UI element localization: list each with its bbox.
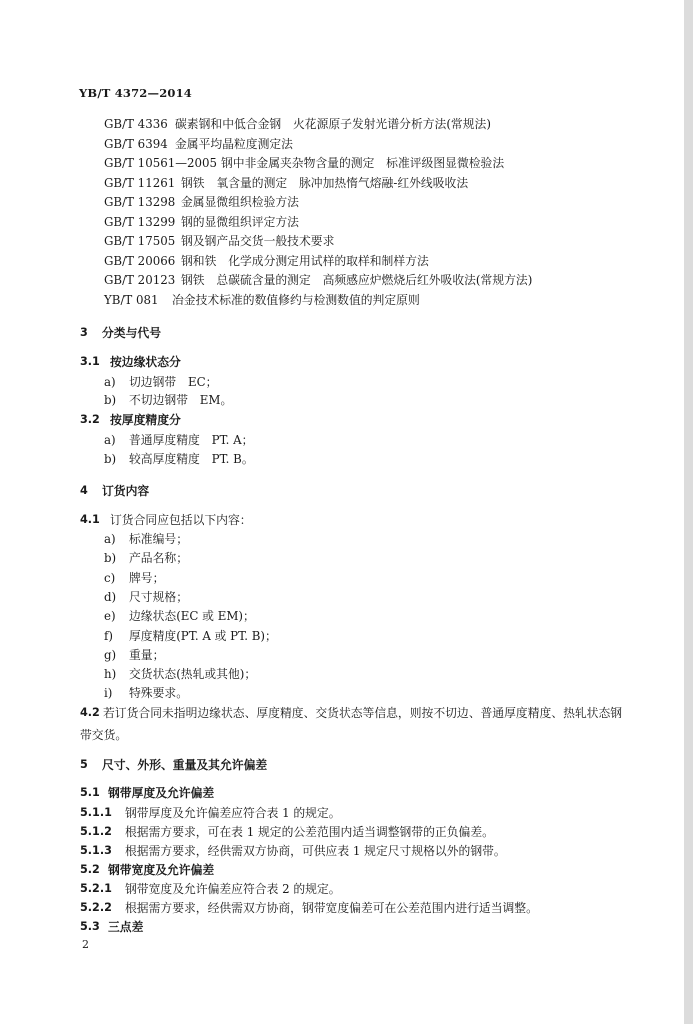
section-number: 3 [80, 326, 88, 339]
section-number: 5.3 [80, 920, 100, 933]
list-text: 普通厚度精度 PT. A； [129, 433, 254, 447]
clause-number: 5.1.3 [80, 844, 112, 857]
list-text: 不切边钢带 EM。 [129, 393, 233, 407]
section-number: 5 [80, 758, 88, 771]
reference-code: GB/T 17505 [104, 234, 176, 248]
list-label: b) [104, 393, 117, 407]
list-label: a) [104, 375, 116, 389]
section-number: 5.1 [80, 786, 100, 799]
reference-title: 钢中非金属夹杂物含量的测定 标准评级图显微检验法 [221, 156, 505, 170]
section-number: 5.2 [80, 863, 100, 876]
list-text: 交货状态(热轧或其他)； [129, 667, 257, 681]
list-text: 切边钢带 EC； [129, 375, 218, 389]
list-text: 边缘状态(EC 或 EM)； [129, 609, 255, 623]
list-label: b) [104, 452, 117, 466]
list-label: a) [104, 532, 116, 546]
list-label: e) [104, 609, 116, 623]
page-edge-shadow [684, 0, 693, 1024]
list-text: 牌号； [129, 571, 165, 585]
reference-title: 钢铁 氧含量的测定 脉冲加热惰气熔融-红外线吸收法 [181, 176, 469, 190]
list-text: 较高厚度精度 PT. B。 [129, 452, 254, 466]
list-label: b) [104, 551, 117, 565]
clause-text: 若订货合同未指明边缘状态、厚度精度、交货状态等信息，则按不切边、普通厚度精度、热轧状态钢 [103, 706, 623, 720]
clause-text-continuation: 带交货。 [80, 728, 128, 742]
list-label: f) [104, 629, 113, 643]
clause-text: 根据需方要求，可在表 1 规定的公差范围内适当调整钢带的正负偏差。 [125, 825, 494, 839]
list-text: 重量； [129, 648, 165, 662]
list-label: c) [104, 571, 116, 585]
section-title: 尺寸、外形、重量及其允许偏差 [102, 758, 268, 772]
section-title: 三点差 [108, 920, 144, 934]
list-label: h) [104, 667, 117, 681]
reference-title: 金属显微组织检验方法 [181, 195, 299, 209]
reference-title: 钢铁 总碳硫含量的测定 高频感应炉燃烧后红外吸收法(常规方法) [181, 273, 533, 287]
section-title: 订货内容 [102, 484, 150, 498]
reference-code: YB/T 081 [104, 293, 159, 307]
list-label: g) [104, 648, 117, 662]
clause-number: 4.1 [80, 513, 100, 526]
reference-code: GB/T 20123 [104, 273, 176, 287]
section-number: 4 [80, 484, 88, 497]
list-text: 厚度精度(PT. A 或 PT. B)； [129, 629, 277, 643]
list-label: a) [104, 433, 116, 447]
reference-code: GB/T 13299 [104, 215, 176, 229]
clause-number: 5.1.2 [80, 825, 112, 838]
clause-number: 5.2.1 [80, 882, 112, 895]
page-number: 2 [82, 938, 89, 951]
reference-title: 金属平均晶粒度测定法 [175, 137, 293, 151]
reference-code: GB/T 11261 [104, 176, 176, 190]
reference-title: 钢的显微组织评定方法 [181, 215, 299, 229]
clause-text: 钢带宽度及允许偏差应符合表 2 的规定。 [125, 882, 341, 896]
reference-title: 钢和铁 化学成分测定用试样的取样和制样方法 [181, 254, 429, 268]
section-title: 按厚度精度分 [110, 413, 181, 427]
document-code-header: YB/T 4372—2014 [79, 86, 193, 100]
clause-text: 钢带厚度及允许偏差应符合表 1 的规定。 [125, 806, 341, 820]
list-label: d) [104, 590, 117, 604]
section-title: 钢带厚度及允许偏差 [108, 786, 215, 800]
reference-code: GB/T 13298 [104, 195, 176, 209]
clause-number: 4.2 [80, 706, 100, 719]
reference-code: GB/T 20066 [104, 254, 176, 268]
section-number: 3.2 [80, 413, 100, 426]
list-text: 尺寸规格； [129, 590, 188, 604]
clause-number: 5.1.1 [80, 806, 112, 819]
clause-number: 5.2.2 [80, 901, 112, 914]
reference-code: GB/T 6394 [104, 137, 168, 151]
list-text: 标准编号； [129, 532, 188, 546]
reference-title: 钢及钢产品交货一般技术要求 [181, 234, 335, 248]
section-number: 3.1 [80, 355, 100, 368]
clause-text: 订货合同应包括以下内容： [110, 513, 252, 527]
section-title: 分类与代号 [102, 326, 161, 340]
clause-text: 根据需方要求，经供需双方协商，钢带宽度偏差可在公差范围内进行适当调整。 [125, 901, 538, 915]
section-title: 钢带宽度及允许偏差 [108, 863, 215, 877]
reference-title: 冶金技术标准的数值修约与检测数值的判定原则 [172, 293, 420, 307]
reference-code: GB/T 4336 [104, 117, 168, 131]
section-title: 按边缘状态分 [110, 355, 181, 369]
list-text: 特殊要求。 [129, 686, 188, 700]
list-label: i) [104, 686, 113, 700]
clause-text: 根据需方要求，经供需双方协商，可供应表 1 规定尺寸规格以外的钢带。 [125, 844, 506, 858]
reference-title: 碳素钢和中低合金钢 火花源原子发射光谱分析方法(常规法) [175, 117, 491, 131]
reference-code: GB/T 10561—2005 [104, 156, 218, 170]
list-text: 产品名称； [129, 551, 188, 565]
